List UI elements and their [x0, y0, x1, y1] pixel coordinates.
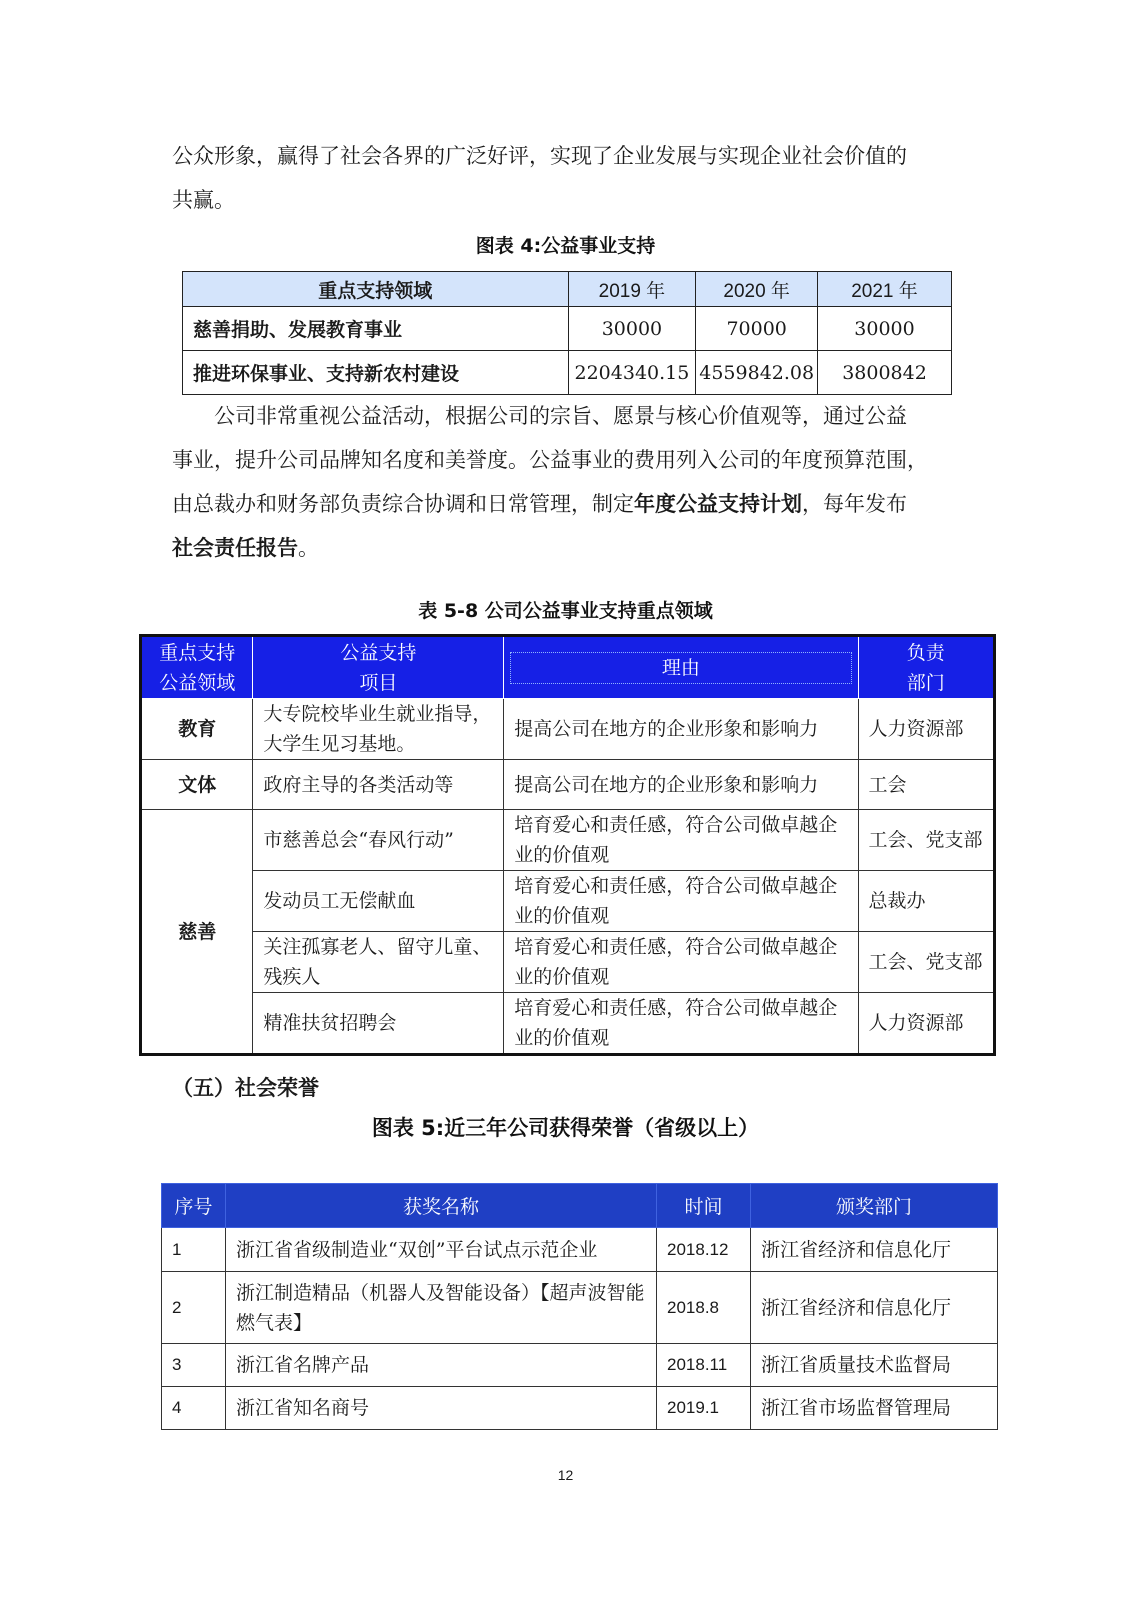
paragraph-line-3 [172, 482, 962, 526]
header-2019: 2019 年 [568, 272, 696, 307]
header-area-line-1: 重点支持 [159, 641, 236, 664]
time-cell: 2018.12 [657, 1228, 751, 1272]
header-2020: 2020 年 [696, 272, 818, 307]
project-cell: 政府主导的各类活动等 [253, 760, 504, 810]
name-cell: 浙江省名牌产品 [226, 1344, 657, 1387]
no-cell: 4 [162, 1387, 226, 1430]
reason-cell: 提高公司在地方的企业形象和影响力 [504, 760, 858, 810]
reason-cell: 培育爱心和责任感，符合公司做卓越企业的价值观 [504, 810, 858, 871]
table-row [162, 1228, 998, 1272]
name-cell: 浙江省省级制造业“双创”平台试点示范企业 [226, 1228, 657, 1272]
paragraph-line-4-b: 。 [298, 536, 319, 560]
section-heading: （五）社会荣誉 [172, 1076, 319, 1100]
table-row [141, 871, 995, 932]
table-row [183, 351, 952, 395]
paragraph-line-1-text: 公司非常重视公益活动，根据公司的宗旨、愿景与核心价值观等，通过公益 [214, 404, 907, 428]
dept-cell: 总裁办 [858, 871, 995, 932]
row-2021: 30000 [818, 307, 952, 351]
intro-line-2: 共赢。 [172, 188, 235, 212]
paragraph-line-3-b: ，每年发布 [802, 492, 907, 516]
table2-caption: 表 5-8 公司公益事业支持重点领域 [418, 600, 713, 622]
table3-caption: 图表 5:近三年公司获得荣誉（省级以上） [371, 1116, 760, 1140]
paragraph-line-1 [172, 394, 962, 438]
name-cell: 浙江省知名商号 [226, 1387, 657, 1430]
table-row [141, 932, 995, 993]
key-welfare-areas-table [139, 634, 996, 1056]
header-name: 获奖名称 [226, 1184, 657, 1228]
row-area: 慈善捐助、发展教育事业 [183, 307, 569, 351]
row-2020: 4559842.08 [696, 351, 818, 395]
paragraph-line-2: 事业，提升公司品牌知名度和美誉度。公益事业的费用列入公司的年度预算范围， [172, 448, 928, 472]
org-cell: 浙江省市场监督管理局 [751, 1387, 998, 1430]
reason-cell: 培育爱心和责任感，符合公司做卓越企业的价值观 [504, 932, 858, 993]
org-cell: 浙江省质量技术监督局 [751, 1344, 998, 1387]
header-dept-line-2: 部门 [906, 671, 945, 694]
row-2019: 30000 [568, 307, 696, 351]
project-cell: 关注孤寡老人、留守儿童、残疾人 [253, 932, 504, 993]
csr-report-text: 社会责任报告 [172, 536, 298, 560]
header-area-line-2: 公益领域 [159, 671, 236, 694]
table-header-row [141, 636, 995, 699]
header-project-line-2: 项目 [359, 671, 398, 694]
header-area [141, 636, 253, 699]
table1-caption: 图表 4:公益事业支持 [475, 235, 656, 257]
table-row [141, 699, 995, 760]
table-row [162, 1387, 998, 1430]
table-row [162, 1272, 998, 1344]
page-number: 12 [557, 1467, 574, 1483]
dept-cell: 人力资源部 [858, 993, 995, 1055]
reason-cell: 提高公司在地方的企业形象和影响力 [504, 699, 858, 760]
header-project [253, 636, 504, 699]
project-cell: 发动员工无偿献血 [253, 871, 504, 932]
reason-cell: 培育爱心和责任感，符合公司做卓越企业的价值观 [504, 871, 858, 932]
org-cell: 浙江省经济和信息化厅 [751, 1272, 998, 1344]
area-cell: 慈善 [141, 810, 253, 1055]
project-cell: 精准扶贫招聘会 [253, 993, 504, 1055]
table-row [141, 760, 995, 810]
header-reason [504, 636, 858, 699]
org-cell: 浙江省经济和信息化厅 [751, 1228, 998, 1272]
no-cell: 1 [162, 1228, 226, 1272]
dept-cell: 工会、党支部 [858, 932, 995, 993]
time-cell: 2019.1 [657, 1387, 751, 1430]
time-cell: 2018.8 [657, 1272, 751, 1344]
table-row [183, 307, 952, 351]
header-org: 颁奖部门 [751, 1184, 998, 1228]
header-time: 时间 [657, 1184, 751, 1228]
public-welfare-support-table [182, 271, 952, 395]
dept-cell: 工会、党支部 [858, 810, 995, 871]
paragraph-line-3-a: 由总裁办和财务部负责综合协调和日常管理，制定 [172, 492, 634, 516]
row-2021: 3800842 [818, 351, 952, 395]
table-header-row [183, 272, 952, 307]
project-cell: 大专院校毕业生就业指导，大学生见习基地。 [253, 699, 504, 760]
intro-line-1: 公众形象，赢得了社会各界的广泛好评，实现了企业发展与实现企业社会价值的 [172, 144, 907, 168]
project-cell: 市慈善总会“春风行动” [253, 810, 504, 871]
welfare-paragraph [172, 394, 962, 570]
dept-cell: 工会 [858, 760, 995, 810]
annual-plan-text: 年度公益支持计划 [634, 492, 802, 516]
intro-paragraph [172, 134, 962, 222]
header-project-line-1: 公益支持 [340, 641, 417, 664]
header-reason-text: 理由 [510, 652, 851, 684]
time-cell: 2018.11 [657, 1344, 751, 1387]
header-area: 重点支持领域 [183, 272, 569, 307]
area-cell: 文体 [141, 760, 253, 810]
row-area: 推进环保事业、支持新农村建设 [183, 351, 569, 395]
header-2021: 2021 年 [818, 272, 952, 307]
dept-cell: 人力资源部 [858, 699, 995, 760]
no-cell: 3 [162, 1344, 226, 1387]
name-cell: 浙江制造精品（机器人及智能设备）【超声波智能燃气表】 [226, 1272, 657, 1344]
row-2020: 70000 [696, 307, 818, 351]
table-row [141, 810, 995, 871]
row-2019: 2204340.15 [568, 351, 696, 395]
header-dept [858, 636, 995, 699]
header-no: 序号 [162, 1184, 226, 1228]
area-cell: 教育 [141, 699, 253, 760]
paragraph-line-4 [172, 526, 962, 570]
honors-table [161, 1183, 998, 1430]
no-cell: 2 [162, 1272, 226, 1344]
table-row [141, 993, 995, 1055]
reason-cell: 培育爱心和责任感，符合公司做卓越企业的价值观 [504, 993, 858, 1055]
header-dept-line-1: 负责 [906, 641, 945, 664]
table-row [162, 1344, 998, 1387]
table-header-row [162, 1184, 998, 1228]
